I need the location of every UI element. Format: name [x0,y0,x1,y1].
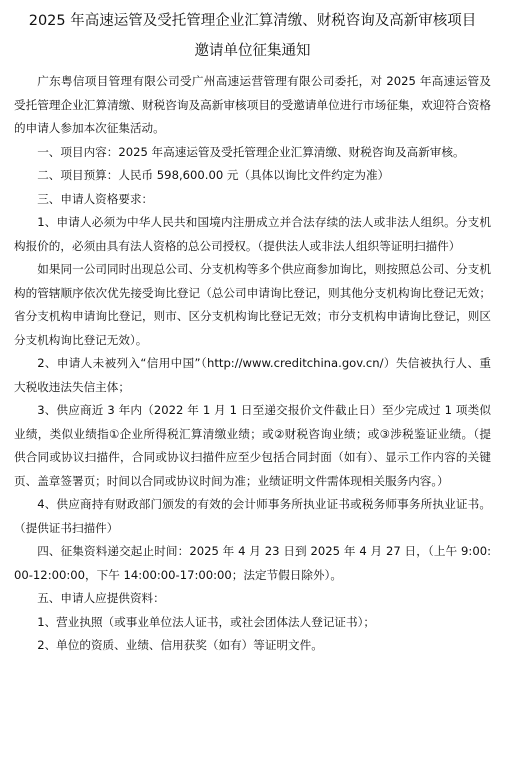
intro-paragraph: 广东粤信项目管理有限公司受广州高速运营管理有限公司委托，对 2025 年高速运管及受托管理企业汇算清缴、财税咨询及高新审核项目的受邀请单位进行市场征集，欢迎符合资格的申请人参加本次征集活动。 [14,74,491,135]
section-project-budget: 二、项目预算：人民币 598,600.00 元（具体以询比文件约定为准） [37,168,390,182]
required-material-1: 1、营业执照（或事业单位法人证书，或社会团体法人登记证书）； [37,614,375,629]
qualification-item-1: 1、申请人必须为中华人民共和国境内注册成立并合法存续的法人或非法人组织。分支机构报价的，必须由具有法人资格的总公司授权。（提供法人或非法人组织等证明扫描件） [14,215,491,253]
document-title-line-2: 邀请单位征集通知 [194,43,311,59]
section-qualification-heading: 三、申请人资格要求： [37,191,154,206]
section-submission-time: 四、征集资料递交起止时间：2025 年 4 月 23 日到 2025 年 4 月 27 日，（上午 9:00:00-12:00:00，下午 14:00:00-17:00:00；法定节假日除外）。 [14,544,491,582]
section-project-content: 一、项目内容：2025 年高速运管及受托管理企业汇算清缴、财税咨询及高新审核。 [37,144,465,159]
document-page [0,6,509,778]
qualification-item-4: 4、供应商持有财政部门颁发的有效的会计师事务所执业证书或税务师事务所执业证书。（提供证书扫描件） [14,497,491,535]
qualification-item-2: 2、申请人未被列入“信用中国”（http://www.creditchina.gov.cn/）失信被执行人、重大税收违法失信主体； [14,356,491,394]
required-material-2: 2、单位的资质、业绩、信用获奖（如有）等证明文件。 [37,638,323,652]
section-required-materials-heading: 五、申请人应提供资料： [37,591,165,605]
qualification-item-1-note: 如果同一公司同时出现总公司、分支机构等多个供应商参加询比，则按照总公司、分支机构的管辖顺序依次优先接受询比登记（总公司申请询比登记，则其他分支机构询比登记无效；省分支机构申请询比登记，则市、区分支机构询比登记无效；市分支机构申请询比登记，则区分支机构询比登记无效）。 [14,262,491,347]
qualification-item-3: 3、供应商近 3 年内（2022 年 1 月 1 日至递交报价文件截止日）至少完成过 1 项类似业绩，类似业绩指①企业所得税汇算清缴业绩；或②财税咨询业绩；或③涉税鉴证业绩。（提供合同或协议扫描件，合同或协议扫描件应至少包括合同封面（如有）、显示工作内容的关键页、盖章签署页；时间以合同或协议时间为准；业绩证明文件需体现相关服务内容。） [14,403,491,488]
document-title-line-1: 2025 年高速运管及受托管理企业汇算清缴、财税咨询及高新审核项目 [28,13,477,29]
